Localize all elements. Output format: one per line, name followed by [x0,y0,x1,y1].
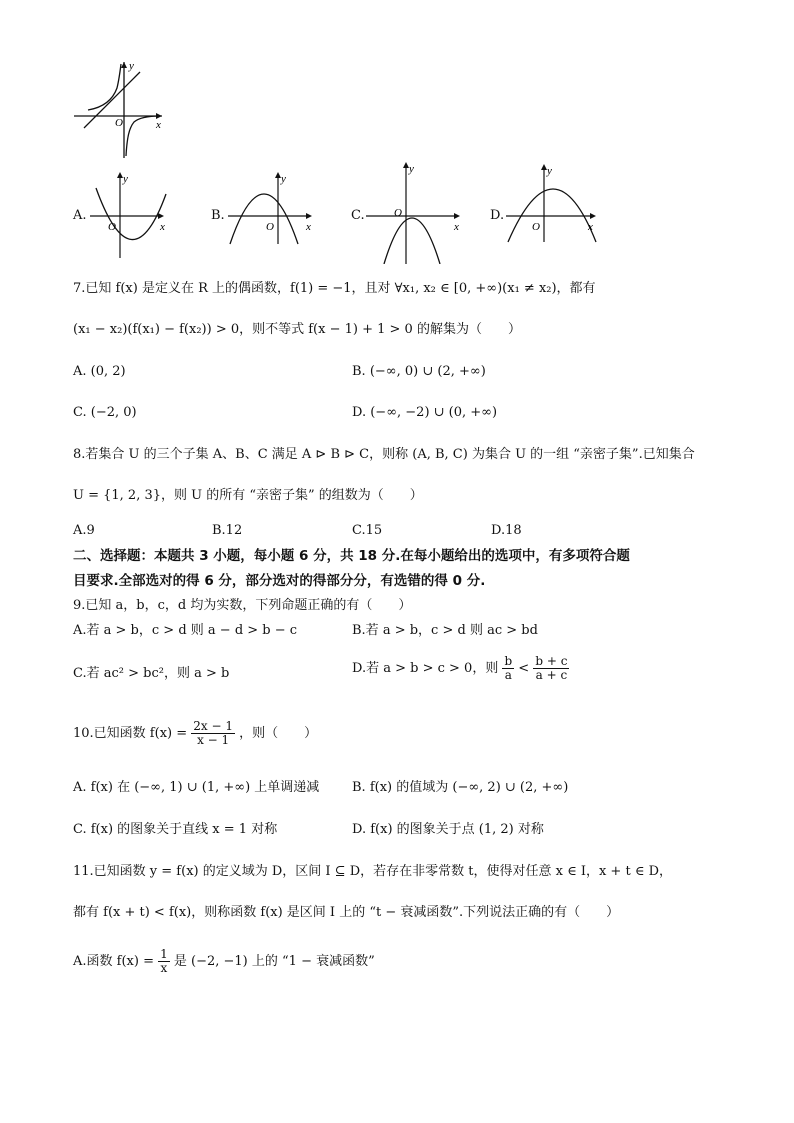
q7-option-d: D. (−∞, −2) ∪ (0, +∞) [352,405,498,420]
q9-option-d [352,655,569,682]
q10-option-a: A. f(x) 在 (−∞, 1) ∪ (1, +∞) 上单调递减 [73,780,320,795]
svg-text:O: O [266,221,274,233]
q10-stem-suffix: ，则（ ） [239,726,318,741]
graph-c [362,160,466,264]
y-axis-arrow [121,62,127,68]
fraction-numerator: b [504,654,513,668]
svg-text:x: x [306,221,311,233]
q11-option-a [73,948,375,975]
q9-option-d-prefix: D.若 a > b > c > 0，则 [352,661,499,676]
q9-stem: 9.已知 a，b，c，d 均为实数，下列命题正确的有（ ） [73,598,412,613]
curve-left-branch [88,64,121,110]
q8-option-a: A.9 [73,523,95,538]
curve-right-branch [126,116,160,156]
q8-line2: U = {1, 2, 3}，则 U 的所有 “亲密子集” 的组数为（ ） [73,488,423,503]
q10-stem [73,720,317,747]
svg-text:x: x [156,119,161,131]
fraction-denominator: a [504,668,512,682]
fraction-numerator: 1 [160,947,168,961]
less-than-sign: < [518,661,530,676]
q7-line1: 7.已知 f(x) 是定义在 R 上的偶函数，f(1) = −1，且对 ∀x₁, x₂ ∈ [0, +∞)(x₁ ≠ x₂)，都有 [73,281,596,296]
q11-line1: 11.已知函数 y = f(x) 的定义域为 D，区间 I ⊆ D，若存在非零常数 t，使得对任意 x ∈ I，x + t ∈ D， [73,864,672,879]
fraction-denominator: x − 1 [197,733,230,747]
q9-option-d-right-fraction [533,655,569,682]
svg-text:O: O [532,221,540,233]
q8-option-b: B.12 [212,523,243,538]
parabola-up [96,188,166,240]
q7-line2: (x₁ − x₂)(f(x₁) − f(x₂)) > 0，则不等式 f(x − 1) + 1 > 0 的解集为（ ） [73,322,521,337]
q7-option-a: A. (0, 2) [73,364,126,379]
fraction-denominator: a + c [535,668,568,682]
q11-option-a-fraction [158,948,170,975]
q9-option-a: A.若 a > b，c > d 则 a − d > b − c [73,623,298,638]
svg-text:y: y [409,163,414,175]
parabola-down [230,194,298,244]
graph-b [224,170,318,246]
q10-option-d: D. f(x) 的图象关于点 (1, 2) 对称 [352,822,544,837]
svg-text:x: x [454,221,459,233]
main-graph-figure [70,58,170,162]
q9-option-b: B.若 a > b，c > d 则 ac > bd [352,623,538,638]
q10-option-c: C. f(x) 的图象关于直线 x = 1 对称 [73,822,278,837]
svg-text:y: y [123,173,128,185]
straight-line [84,72,140,128]
section2-heading-line1: 二、选择题：本题共 3 小题，每小题 6 分，共 18 分.在每小题给出的选项中，有多项符合题 [73,548,630,564]
q9-option-c: C.若 ac² > bc²，则 a > b [73,666,230,681]
q8-option-c: C.15 [352,523,383,538]
graph-label-a: A. [73,208,87,223]
svg-text:y: y [547,165,552,177]
q10-option-b: B. f(x) 的值域为 (−∞, 2) ∪ (2, +∞) [352,780,569,795]
graph-label-d: D. [490,208,505,223]
q7-option-c: C. (−2, 0) [73,405,137,420]
q11-line2: 都有 f(x + t) < f(x)，则称函数 f(x) 是区间 I 上的 “t − 衰减函数”.下列说法正确的有（ ） [73,905,620,920]
graph-label-c: C. [351,208,365,223]
svg-text:x: x [160,221,165,233]
fraction-numerator: b + c [535,654,568,668]
q10-fraction [191,720,235,747]
q8-line1: 8.若集合 U 的三个子集 A、B、C 满足 A ⊳ B ⊳ C，则称 (A, B, C) 为集合 U 的一组 “亲密子集”.已知集合 [73,447,695,462]
q8-option-d: D.18 [491,523,522,538]
svg-text:O: O [108,221,116,233]
svg-text:x: x [588,221,593,233]
svg-text:y: y [129,60,134,72]
svg-text:y: y [281,173,286,185]
q11-option-a-suffix: 是 (−2, −1) 上的 “1 − 衰减函数” [173,954,375,969]
graph-label-b: B. [211,208,225,223]
q9-option-d-left-fraction [502,655,514,682]
fraction-numerator: 2x − 1 [193,719,233,733]
parabola-down-below [384,218,440,264]
graph-d [502,162,602,244]
fraction-denominator: x [160,961,168,975]
q11-option-a-prefix: A.函数 f(x) = [73,954,154,969]
svg-text:O: O [394,207,402,219]
q10-stem-prefix: 10.已知函数 f(x) = [73,726,188,741]
section2-heading-line2: 目要求.全部选对的得 6 分，部分选对的得部分分，有选错的得 0 分. [73,573,486,589]
q7-option-b: B. (−∞, 0) ∪ (2, +∞) [352,364,486,379]
svg-text:O: O [115,117,123,129]
graph-a [86,170,170,260]
